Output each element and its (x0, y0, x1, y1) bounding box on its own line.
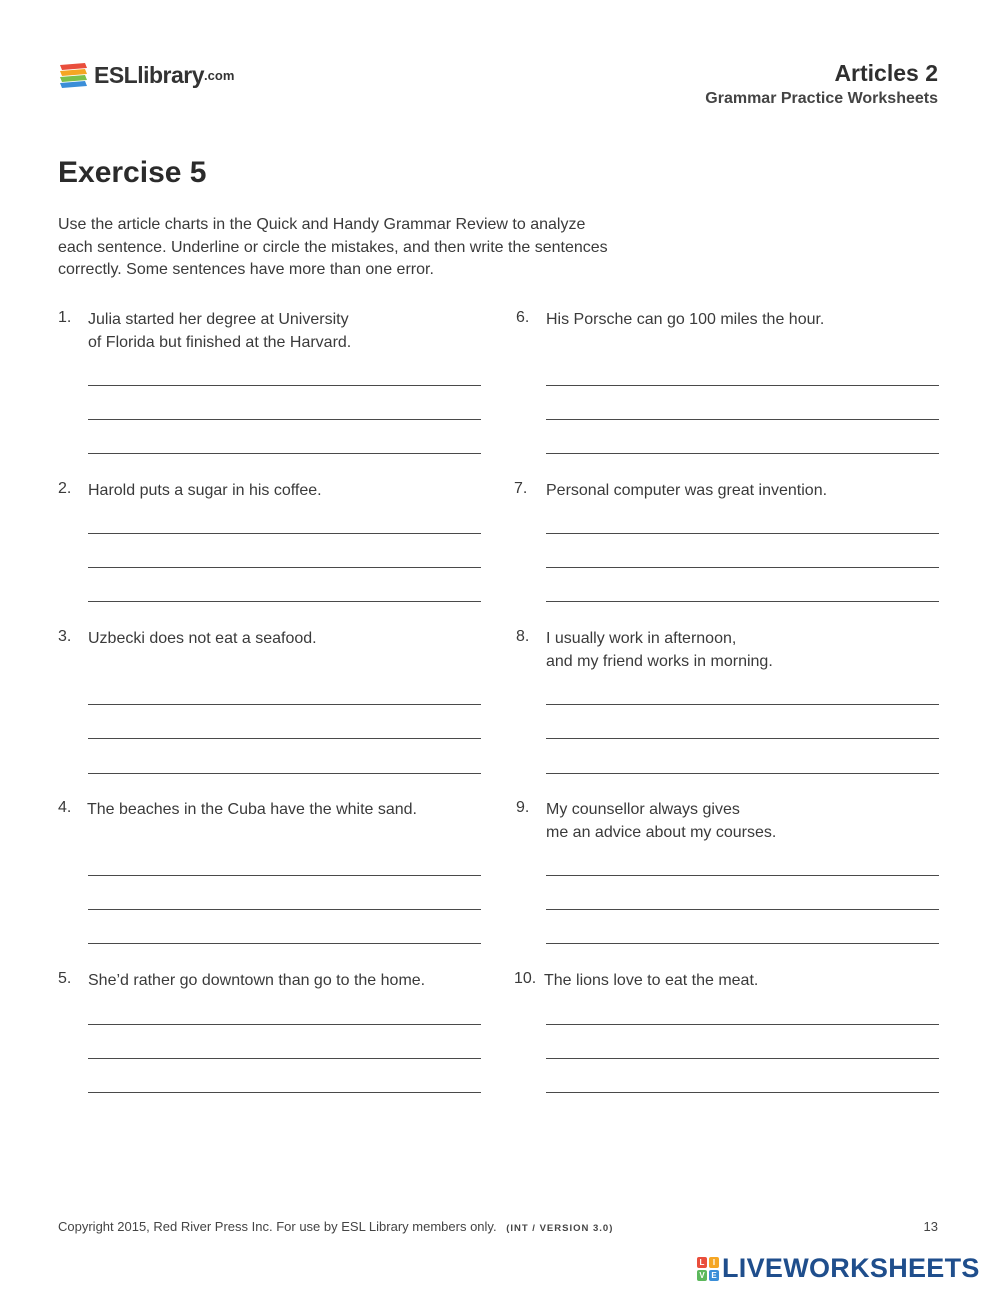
item-sentence: She’d rather go downtown than go to the home. (88, 972, 426, 989)
version-label: (INT / VERSION 3.0) (506, 1223, 614, 1234)
item-number: 2. (58, 480, 72, 497)
answer-line[interactable] (546, 704, 939, 705)
item-number: 6. (516, 309, 530, 326)
answer-line[interactable] (88, 704, 481, 705)
exercise-item-9 (516, 799, 946, 949)
answer-line[interactable] (546, 875, 939, 876)
item-number: 3. (58, 628, 72, 645)
answer-line[interactable] (546, 567, 939, 568)
item-sentence: The lions love to eat the meat. (544, 972, 759, 989)
logo-suffix: .com (204, 67, 235, 83)
exercise-item-6 (516, 309, 946, 459)
liveworksheets-text: LIVEWORKSHEETS (722, 1253, 980, 1283)
header-right (705, 60, 938, 108)
worksheet-title: Articles 2 (834, 60, 938, 86)
answer-line[interactable] (546, 773, 939, 774)
logo-block: L (697, 1257, 707, 1268)
item-sentence: His Porsche can go 100 miles the hour. (546, 311, 825, 328)
item-sentence: I usually work in afternoon, and my friend works in morning. (546, 630, 773, 670)
answer-line[interactable] (546, 601, 939, 602)
item-sentence: Personal computer was great invention. (546, 482, 828, 499)
page-number: 13 (923, 1219, 938, 1234)
answer-line[interactable] (546, 533, 939, 534)
worksheet-subtitle: Grammar Practice Worksheets (705, 90, 938, 107)
answer-line[interactable] (88, 738, 481, 739)
logo-block: I (709, 1257, 719, 1268)
answer-line[interactable] (546, 909, 939, 910)
answer-line[interactable] (88, 1024, 481, 1025)
answer-line[interactable] (88, 567, 481, 568)
answer-line[interactable] (546, 385, 939, 386)
esl-library-logo (58, 58, 234, 92)
exercise-item-3 (58, 628, 488, 778)
liveworksheets-watermark (697, 1253, 980, 1284)
answer-line[interactable] (546, 1024, 939, 1025)
book-stack-icon (58, 61, 88, 89)
exercise-item-1 (58, 309, 488, 459)
answer-line[interactable] (546, 738, 939, 739)
copyright-text: Copyright 2015, Red River Press Inc. For use by ESL Library members only. (58, 1219, 497, 1234)
copyright-footer (58, 1219, 613, 1234)
item-number: 4. (58, 799, 72, 816)
item-sentence: Julia started her degree at University of Florida but finished at the Harvard. (88, 311, 352, 351)
answer-line[interactable] (546, 419, 939, 420)
answer-line[interactable] (88, 773, 481, 774)
answer-line[interactable] (546, 943, 939, 944)
answer-line[interactable] (88, 419, 481, 420)
answer-line[interactable] (88, 943, 481, 944)
item-number: 1. (58, 309, 72, 326)
item-number: 10. (514, 970, 537, 987)
exercise-title: Exercise 5 (58, 156, 207, 189)
logo-block: E (709, 1270, 719, 1281)
item-sentence: Uzbecki does not eat a seafood. (88, 630, 317, 647)
answer-line[interactable] (546, 1058, 939, 1059)
answer-line[interactable] (88, 385, 481, 386)
exercise-item-7 (516, 480, 946, 610)
liveworksheets-logo-icon (697, 1257, 719, 1281)
logo-block: V (697, 1270, 707, 1281)
answer-line[interactable] (88, 909, 481, 910)
answer-line[interactable] (546, 1092, 939, 1093)
exercise-item-4 (58, 799, 488, 949)
item-number: 9. (516, 799, 530, 816)
exercise-instructions: Use the article charts in the Quick and Handy Grammar Review to analyze each sentence. Underline or circle the mistakes, and then write the sentences correctly. Some sentences have more than one error. (58, 216, 608, 278)
answer-line[interactable] (88, 875, 481, 876)
item-sentence: My counsellor always gives me an advice about my courses. (546, 801, 777, 841)
item-number: 8. (516, 628, 530, 645)
item-sentence: Harold puts a sugar in his coffee. (88, 482, 322, 499)
answer-line[interactable] (88, 533, 481, 534)
answer-line[interactable] (88, 453, 481, 454)
exercise-item-5 (58, 970, 488, 1100)
exercise-item-10 (516, 970, 946, 1100)
item-sentence: The beaches in the Cuba have the white sand. (87, 801, 417, 818)
exercise-item-2 (58, 480, 488, 610)
item-number: 7. (514, 480, 528, 497)
answer-line[interactable] (88, 1058, 481, 1059)
logo-text: ESLlibrary (94, 61, 205, 88)
item-number: 5. (58, 970, 72, 987)
exercise-item-8 (516, 628, 946, 778)
answer-line[interactable] (88, 1092, 481, 1093)
answer-line[interactable] (546, 453, 939, 454)
answer-line[interactable] (88, 601, 481, 602)
